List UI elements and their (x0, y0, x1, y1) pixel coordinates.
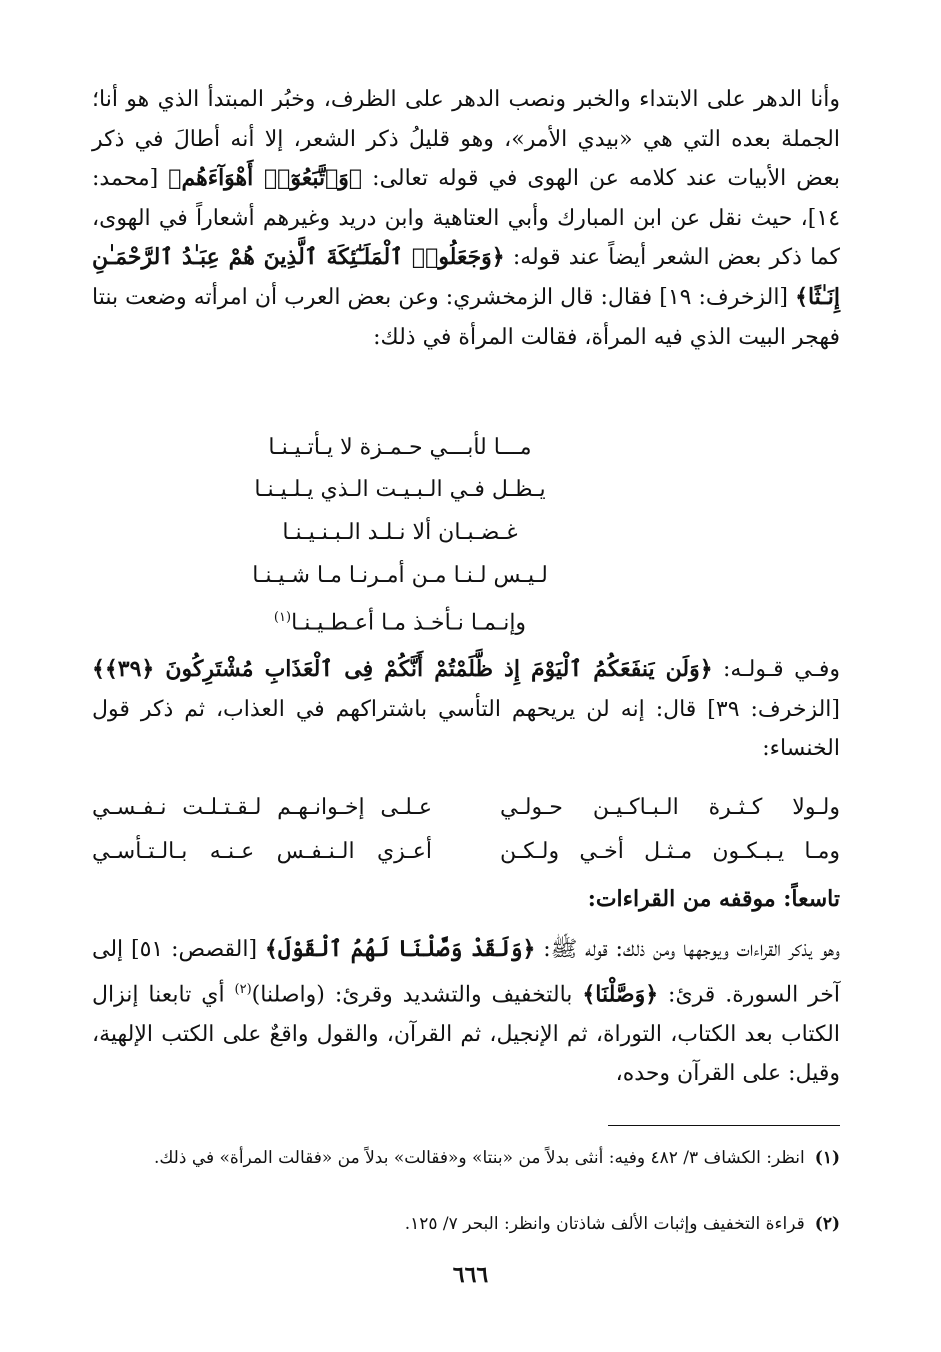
text-run: وفـي قـولـه: (712, 657, 840, 682)
quran-quote: ﴿وَلَن يَنفَعَكُمُ ٱلْيَوْمَ إِذ ظَّلَمْتُمْ أَنَّكُمْ فِى ٱلْعَذَابِ مُشْتَرِكُونَ ﴿٣٩﴾﴾ (92, 656, 713, 682)
couplet-line (92, 786, 840, 830)
text-run: [محمد: ١٤]، حيث نقل عن ابن المبارك وأبي العتاهية وابن دريد وغيرهم أشعاراً في الهوى، كما ذكر بعض الشعر أيضاً عند قوله: (92, 166, 841, 271)
text-run: [القصص: ٥١] إلى آخر السورة. قرئ: (92, 937, 840, 1007)
text-run: بالتخفيف والتشديد وقرئ: (واصلنا) (251, 981, 583, 1007)
couplet-line (92, 830, 840, 874)
poem-verse-text: وإنـمـا نـأخـذ مـا أعـطـيـنـا (291, 610, 527, 636)
page-number: ٦٦٦ (452, 1262, 489, 1288)
hemistich-second: أعـزي الـنـفـس عـنـه بـالـتـأسـي (92, 839, 432, 864)
text-run: وأنا الدهر على الابتداء والخبر ونصب الدهر على الظرف، وخبُر المبتدأ الذي هو أنا؛ الجملة بعده التي هي «بيدي الأمر»، وهو قليلُ ذكر الشعر، إلا أنه أطالَ في ذكر بعض الأبيات عند كلامه عن الهوى في قوله تعالى: (92, 87, 840, 192)
footnote-number: (٢) (814, 1214, 840, 1234)
hemistich-second: عـلـى إخـوانـهـم لـقـتـلـت نـفـسـي (92, 795, 432, 820)
quran-quote: ﴿وَجَعَلُوا۟ ٱلْمَلَـٰٓئِكَةَ ٱلَّذِينَ هُمْ عِبَـٰدُ ٱلرَّحْمَـٰنِ إِنَـٰثًا﴾ (92, 244, 840, 310)
hemistich-first: ولـولا كـثـرة الـبـاكـيـن حـولـي (500, 795, 840, 820)
poem-verse (150, 598, 650, 643)
footnote-ref: (١) (273, 610, 292, 625)
quran-quote: ﴿وَلَقَدْ وَصَّلْنَا لَهُمُ ٱلْقَوْلَ﴾ (264, 936, 536, 962)
footnote-text: انظر: الكشاف ٣/ ٤٨٢ وفيه: أنثى بدلاً من «بنتا» و«فقالت» بدلاً من «فقالت المرأة» في ذلك. (153, 1148, 805, 1168)
poem-verse: لـيـس لـنـا مـن أمـرنـا مـا شـيـنـا (252, 563, 548, 588)
section-heading: تاسعاً: موقفه من القراءات: (587, 886, 840, 912)
footnote-1 (92, 1142, 840, 1174)
footnote-ref: (٢) (234, 981, 252, 997)
hemistich-first: ومـا يـبـكـون مـثـل أخـي ولـكـن (500, 839, 840, 864)
text-run: أي تابعنا إنزال الكتاب بعد الكتاب، التوراة، ثم الإنجيل، ثم القرآن، والقول واقعٌ على الكتب الإلهية، وقيل: على القرآن وحده، (92, 981, 840, 1087)
paragraph-khansa-intro (92, 650, 840, 769)
footnote-divider (608, 1125, 840, 1126)
footnote-text: قراءة التخفيف وإثبات الألف شاذتان وانظر: البحر ٧/ ١٢٥. (404, 1214, 805, 1234)
text-run: [الزخرف: ٣٩] قال: إنه لن يريحهم التأسي باشتراكهم في العذاب، ثم ذكر قول الخنساء: (92, 696, 840, 762)
poem-verse: يـظـل فـي الـبـيـت الـذي يـلـيـنـا (254, 477, 546, 502)
paragraph-intro (92, 80, 840, 357)
poem-couplets (92, 786, 840, 874)
quran-quote: ﴿وَٱتَّبَعُوٓا۟ أَهْوَآءَهُم﴾ (168, 165, 363, 192)
quran-quote: ﴿وَصَّلْنَا﴾ (582, 980, 659, 1007)
poem-verse: غـضـبـان ألا نـلـد الـبـنـيـنـا (282, 520, 518, 545)
footnote-number: (١) (814, 1148, 840, 1168)
text-run: [الزخرف: ١٩] فقال: قال الزمخشري: وعن بعض العرب أن امرأته وضعت بنتا فهجر البيت الذي فيه المرأة، فقالت المرأة في ذلك: (92, 284, 840, 350)
poem-verse: مـــا لأبـــي حـمـزة لا يـأتـيـنـا (268, 435, 532, 460)
paragraph-readings (92, 930, 840, 1094)
footnote-2 (92, 1208, 840, 1240)
text-run: وهو يذكر القراءات ويوجهها ومن ذلك: قوله ﷺ: (535, 937, 840, 962)
